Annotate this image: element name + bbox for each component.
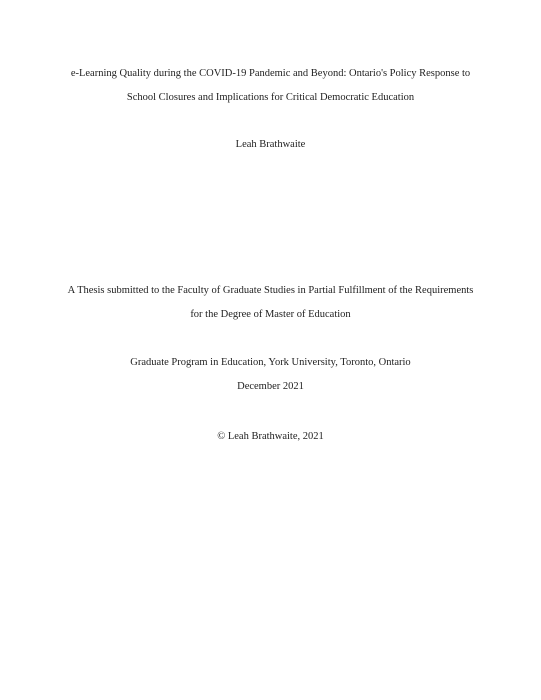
program-affiliation: Graduate Program in Education, York University, Toronto, Ontario	[130, 357, 411, 368]
author-name: Leah Brathwaite	[235, 139, 306, 150]
copyright-notice: © Leah Brathwaite, 2021	[217, 431, 324, 442]
submission-statement-line-2: for the Degree of Master of Education	[190, 309, 351, 320]
submission-statement-line-1: A Thesis submitted to the Faculty of Graduate Studies in Partial Fulfillment of the Requirements	[67, 285, 474, 296]
submission-date: December 2021	[237, 381, 304, 392]
title-line-2: School Closures and Implications for Critical Democratic Education	[126, 92, 415, 103]
title-line-1: e-Learning Quality during the COVID-19 Pandemic and Beyond: Ontario's Policy Response to	[70, 68, 471, 79]
